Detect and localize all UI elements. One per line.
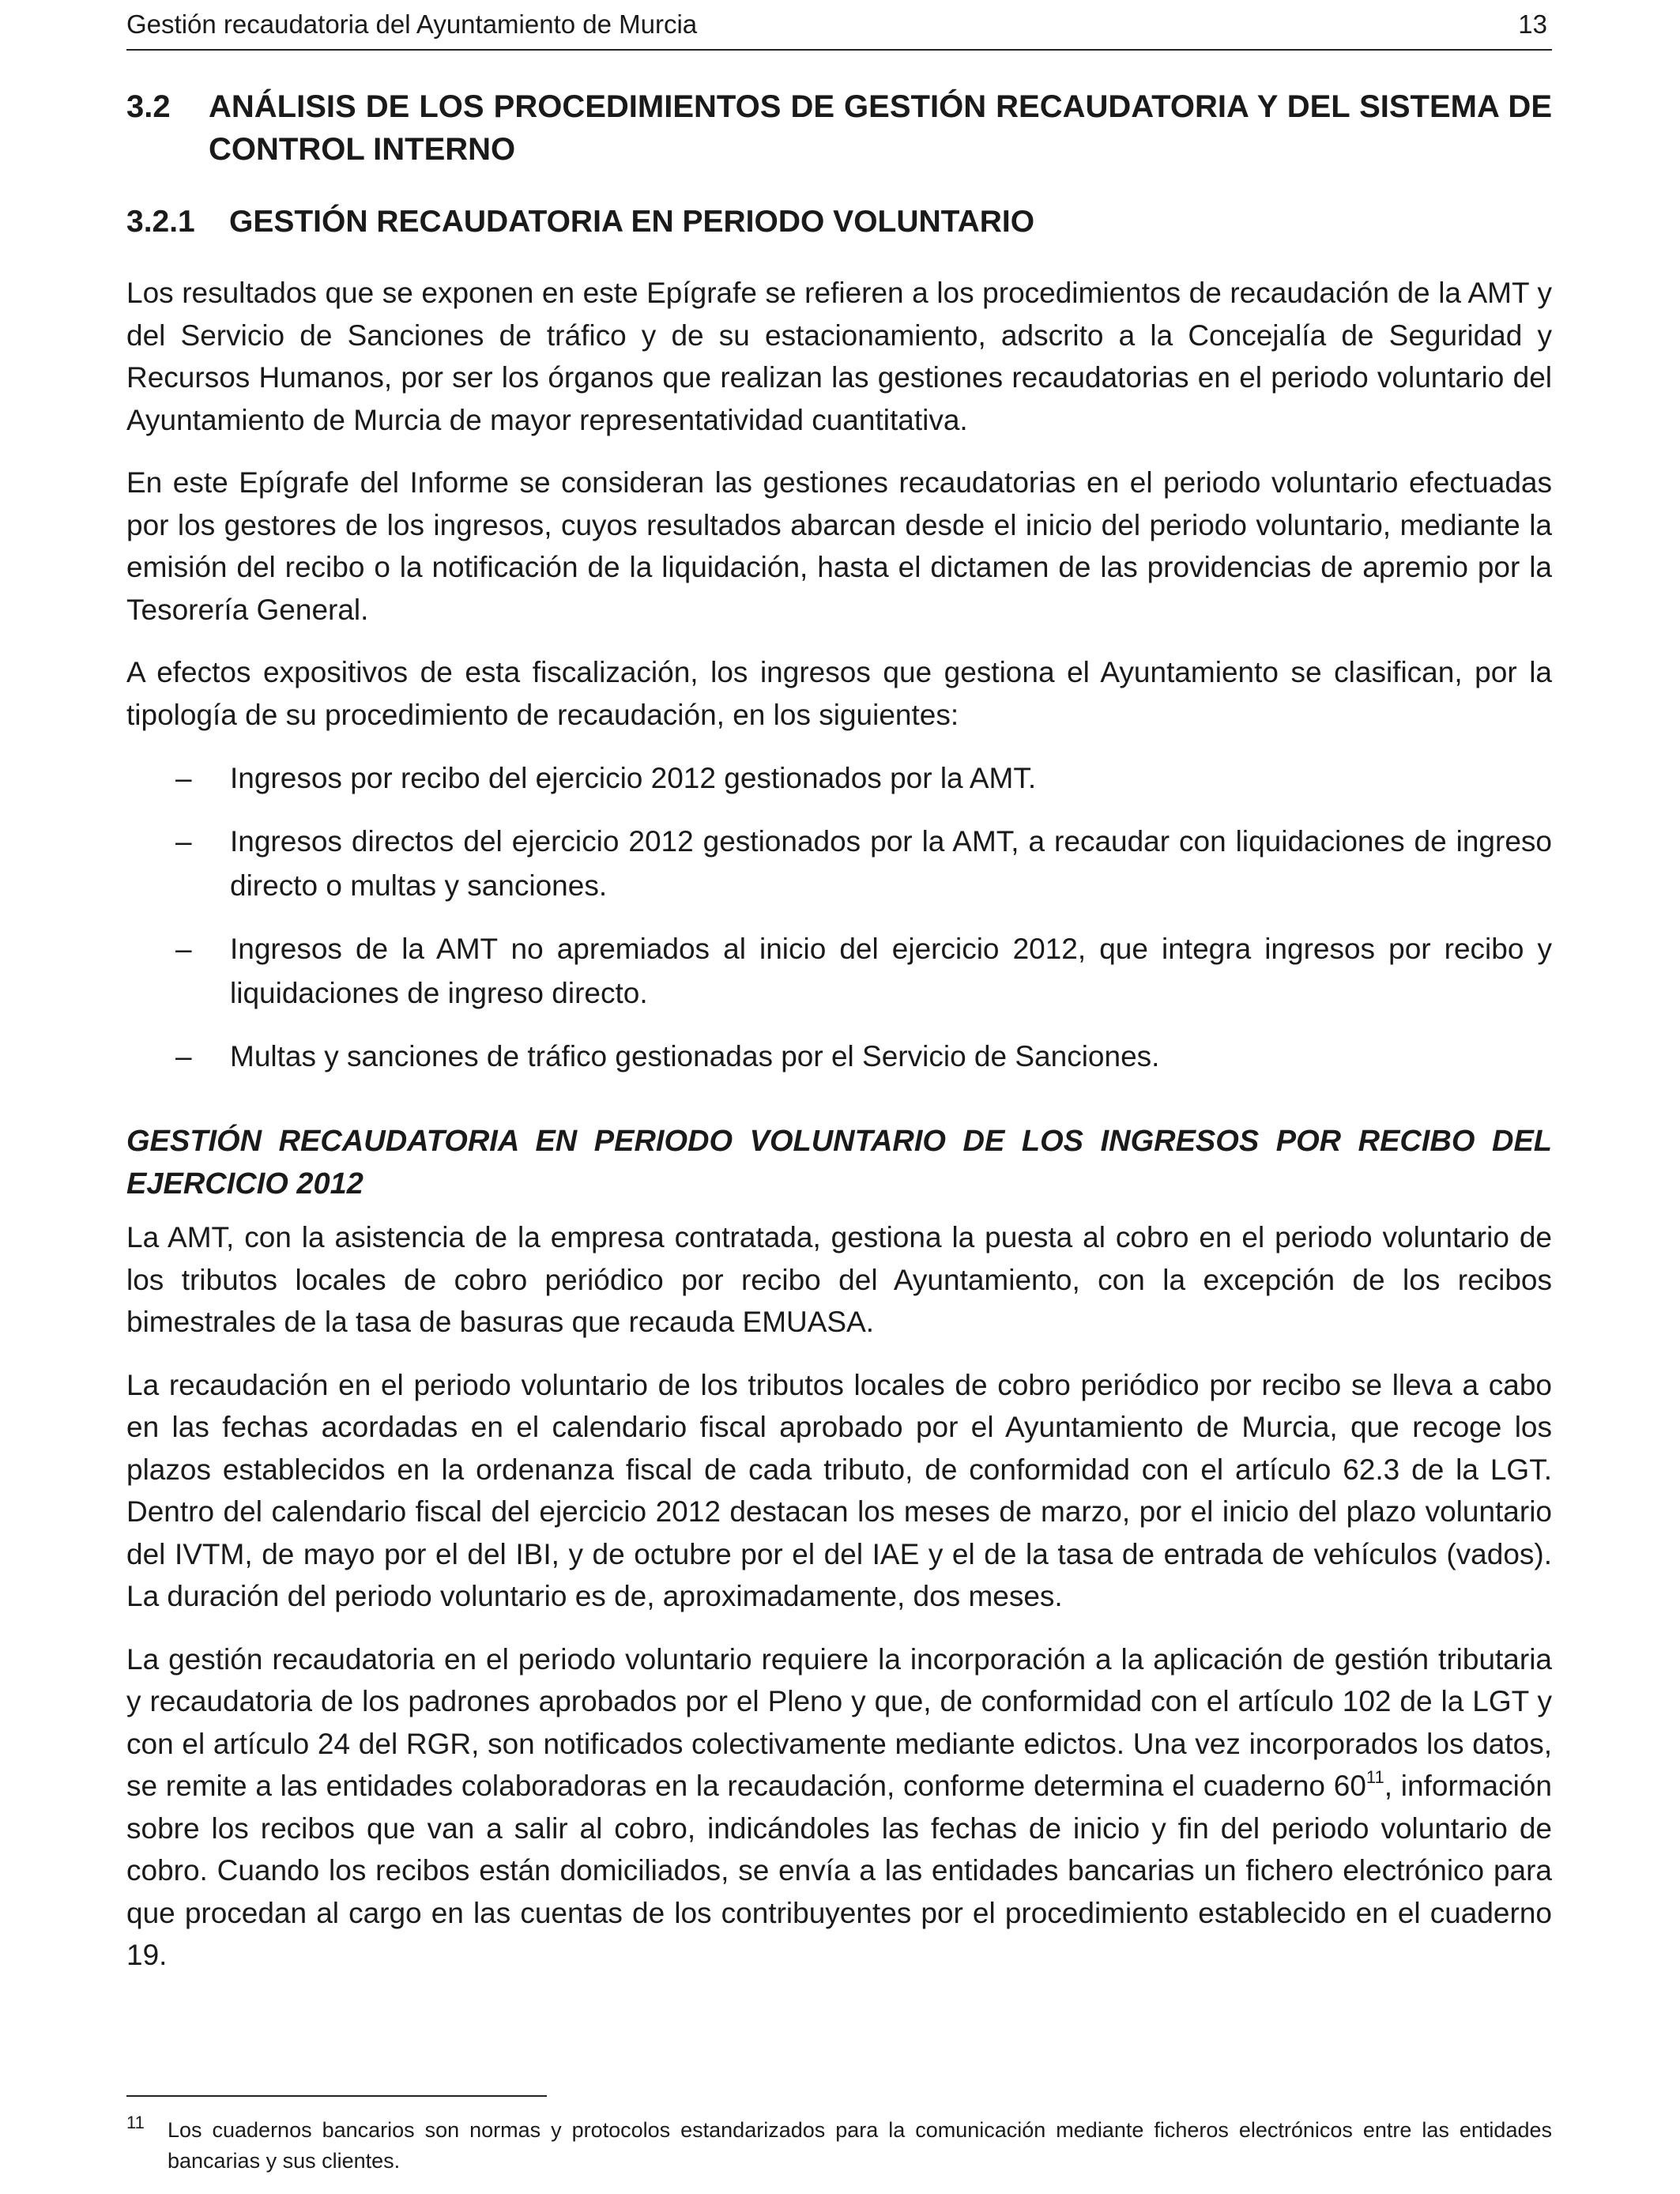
list-item-text: Ingresos por recibo del ejercicio 2012 gestionados por la AMT. xyxy=(230,762,1037,794)
header-title: Gestión recaudatoria del Ayuntamiento de Murcia xyxy=(126,9,698,39)
section-number: 3.2 xyxy=(126,89,171,124)
footnote-separator xyxy=(126,2095,547,2097)
list-item xyxy=(126,756,1552,801)
list-item-text: Ingresos de la AMT no apremiados al inicio del ejercicio 2012, que integra ingresos por recibo y liquidaciones de ingreso directo. xyxy=(230,933,1552,1009)
paragraph-text: , información sobre los recibos que van a salir al cobro, indicándoles las fechas de inicio y fin del periodo voluntario de cobro. Cuando los recibos están domiciliados, se envía a las entidades bancarias un fichero electrónico para que procedan al cargo en las cuentas de los contribuyentes por el procedimiento establecido en el cuaderno 19. xyxy=(126,1770,1552,1971)
section-title: ANÁLISIS DE LOS PROCEDIMIENTOS DE GESTIÓN RECAUDATORIA Y DEL SISTEMA DE CONTROL INTERNO xyxy=(209,89,1552,167)
running-header xyxy=(126,5,1552,51)
list-item-text: Ingresos directos del ejercicio 2012 gestionados por la AMT, a recaudar con liquidaciones de ingreso directo o multas y sanciones. xyxy=(230,825,1552,902)
list-item xyxy=(126,927,1552,1016)
document-body xyxy=(126,272,1552,1997)
footnote-number: 11 xyxy=(126,2113,145,2132)
section-heading xyxy=(126,85,1552,171)
list-item xyxy=(126,820,1552,908)
dash-bullet: – xyxy=(175,1040,192,1072)
footnote xyxy=(126,2115,1552,2177)
document-page xyxy=(126,0,1552,2194)
dash-bullet: – xyxy=(175,933,192,965)
paragraph: La recaudación en el periodo voluntario de los tributos locales de cobro periódico por recibo se lleva a cabo en las fechas acordadas en el calendario fiscal aprobado por el Ayuntamiento de Murcia, que recoge los plazos establecidos en la ordenanza fiscal de cada tributo, de conformidad con el artículo 62.3 de la LGT. Dentro del calendario fiscal del ejercicio 2012 destacan los meses de marzo, por el inicio del plazo voluntario del IVTM, de mayo por el del IBI, y de octubre por el del IAE y el de la tasa de entrada de vehículos (vados). La duración del periodo voluntario es de, aproximadamente, dos meses. xyxy=(126,1368,1552,1612)
subsection-number: 3.2.1 xyxy=(126,205,195,239)
paragraph xyxy=(126,1638,1552,1977)
paragraph: A efectos expositivos de esta fiscalización, los ingresos que gestiona el Ayuntamiento se clasifican, por la tipología de su procedimiento de recaudación, en los siguientes: xyxy=(126,656,1552,731)
page-number: 13 xyxy=(1518,9,1547,39)
subsection-heading xyxy=(126,201,1552,243)
paragraph: Los resultados que se exponen en este Epígrafe se refieren a los procedimientos de recaudación de la AMT y del Servicio de Sanciones de tráfico y de su estacionamiento, adscrito a la Concejalía de Seguridad y Recursos Humanos, por ser los órganos que realizan las gestiones recaudatorias en el periodo voluntario del Ayuntamiento de Murcia de mayor representatividad cuantitativa. xyxy=(126,277,1552,436)
footnote-reference[interactable]: 11 xyxy=(1365,1767,1384,1787)
paragraph: La AMT, con la asistencia de la empresa contratada, gestiona la puesta al cobro en el periodo voluntario de los tributos locales de cobro periódico por recibo del Ayuntamiento, con la excepción de los recibos bimestrales de la tasa de basuras que recauda EMUASA. xyxy=(126,1221,1552,1338)
subsection-title: GESTIÓN RECAUDATORIA EN PERIODO VOLUNTARIO xyxy=(229,205,1035,239)
paragraph-text: La gestión recaudatoria en el periodo voluntario requiere la incorporación a la aplicación de gestión tributaria y recaudatoria de los padrones aprobados por el Pleno y que, de conformidad con el artículo 102 de la LGT y con el artículo 24 del RGR, son notificados colectivamente mediante edictos. Una vez incorporados los datos, se remite a las entidades colaboradoras en la recaudación, conforme determina el cuaderno 60 xyxy=(126,1642,1552,1802)
list-item xyxy=(126,1035,1552,1079)
list-item-text: Multas y sanciones de tráfico gestionadas por el Servicio de Sanciones. xyxy=(230,1040,1160,1072)
income-type-list xyxy=(126,756,1552,1079)
footnote-text: Los cuadernos bancarios son normas y protocolos estandarizados para la comunicación mediante ficheros electrónicos entre las entidades bancarias y sus clientes. xyxy=(168,2118,1552,2173)
paragraph: En este Epígrafe del Informe se consideran las gestiones recaudatorias en el periodo voluntario efectuadas por los gestores de los ingresos, cuyos resultados abarcan desde el inicio del periodo voluntario, mediante la emisión del recibo o la notificación de la liquidación, hasta el dictamen de las providencias de apremio por la Tesorería General. xyxy=(126,466,1552,626)
dash-bullet: – xyxy=(175,825,192,858)
italic-subheading: GESTIÓN RECAUDATORIA EN PERIODO VOLUNTARIO DE LOS INGRESOS POR RECIBO DEL EJERCICIO 2012 xyxy=(126,1125,1552,1201)
dash-bullet: – xyxy=(175,762,192,794)
